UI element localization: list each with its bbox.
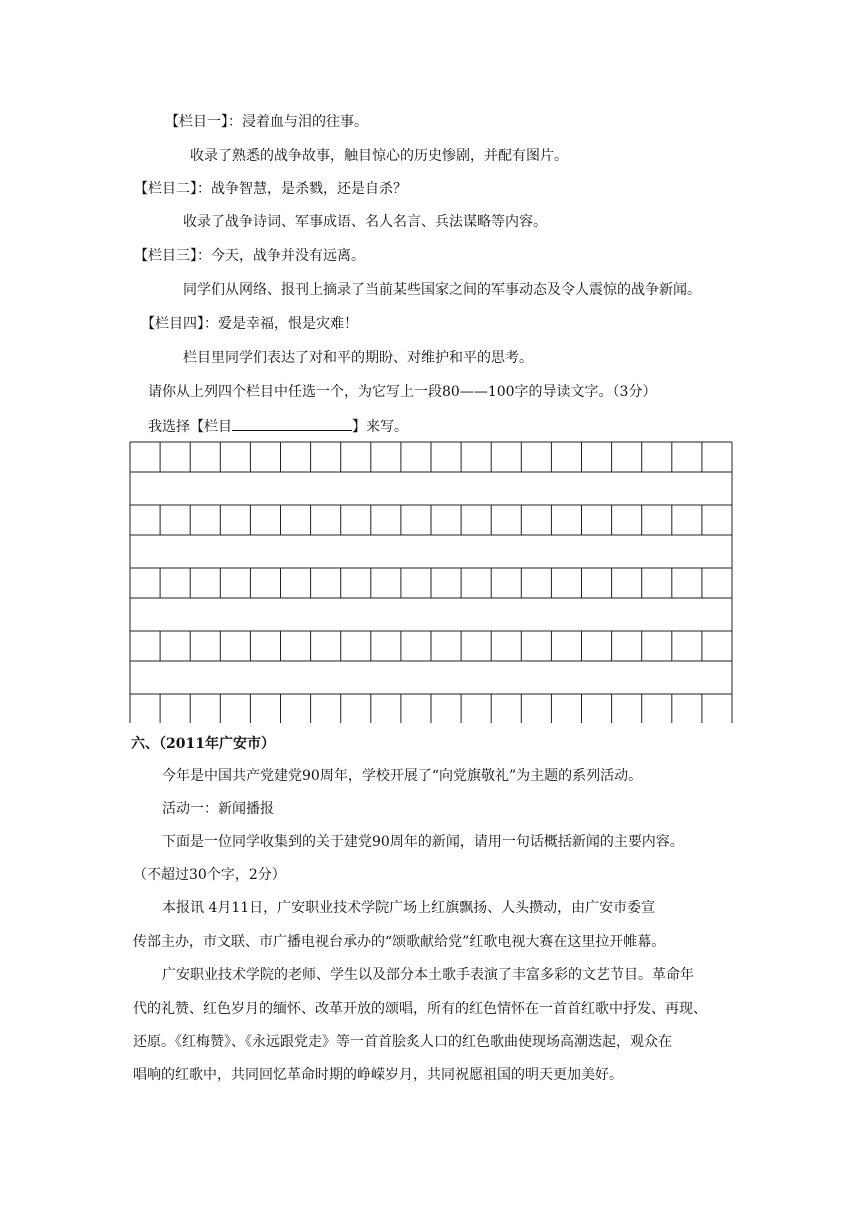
news-p2-line-3: 还原。《红梅赞》、《永远跟党走》等一首首脍炙人口的红色歌曲使现场高潮迭起，观众在 — [133, 1034, 672, 1050]
choice-blank[interactable] — [232, 416, 352, 431]
news-p2-line-2: 代的礼赞、红色岁月的缅怀、改革开放的颂唱，所有的红色情怀在一首首红歌中抒发、再现、 — [133, 1001, 707, 1017]
column-2-title: 【栏目二】：战争智慧，是杀戮，还是自杀？ — [134, 181, 407, 197]
choice-prefix: 我选择【栏目 — [148, 419, 232, 435]
column-1-title: 【栏目一】：浸着血与泪的往事。 — [165, 114, 368, 130]
choice-suffix: 】来写。 — [352, 419, 408, 435]
column-2-desc: 收录了战争诗词、军事成语、名人名言、兵法谋略等内容。 — [183, 214, 547, 230]
writing-grid[interactable] — [129, 441, 733, 723]
question-line-2: （不超过30个字，2分） — [133, 867, 286, 883]
news-p2-line-1: 广安职业技术学院的老师、学生以及部分本土歌手表演了丰富多彩的文艺节目。革命年 — [162, 967, 694, 983]
column-4-desc: 栏目里同学们表达了对和平的期盼、对维护和平的思考。 — [183, 350, 533, 366]
column-1-desc: 收录了熟悉的战争故事，触目惊心的历史惨剧，并配有图片。 — [190, 148, 568, 164]
question-line-1: 下面是一位同学收集到的关于建党90周年的新闻，请用一句话概括新闻的主要内容。 — [162, 834, 684, 850]
news-p1-line-2: 传部主办，市文联、市广播电视台承办的“颂歌献给党”红歌电视大赛在这里拉开帷幕。 — [133, 934, 666, 950]
choice-line — [148, 416, 408, 436]
news-p1-line-1: 本报讯 4月11日，广安职业技术学院广场上红旗飘扬、人头攒动，由广安市委宣 — [162, 900, 656, 916]
column-4-title: 【栏目四】：爱是幸福，恨是灾难！ — [141, 316, 358, 332]
column-3-desc: 同学们从网络、报刊上摘录了当前某些国家之间的军事动态及令人震惊的战争新闻。 — [183, 282, 701, 298]
news-p2-line-4: 唱响的红歌中，共同回忆革命时期的峥嵘岁月，共同祝愿祖国的明天更加美好。 — [133, 1067, 623, 1083]
writing-grid-svg — [129, 441, 733, 723]
task-instruction: 请你从上列四个栏目中任选一个，为它写上一段80——100字的导读文字。（3分） — [148, 384, 657, 400]
activity-title: 活动一：新闻播报 — [162, 801, 274, 817]
column-3-title: 【栏目三】：今天，战争并没有远离。 — [134, 248, 365, 264]
section-intro: 今年是中国共产党建党90周年，学校开展了“向党旗敬礼”为主题的系列活动。 — [162, 768, 643, 784]
section-heading: 六、（2011年广安市） — [131, 736, 275, 752]
